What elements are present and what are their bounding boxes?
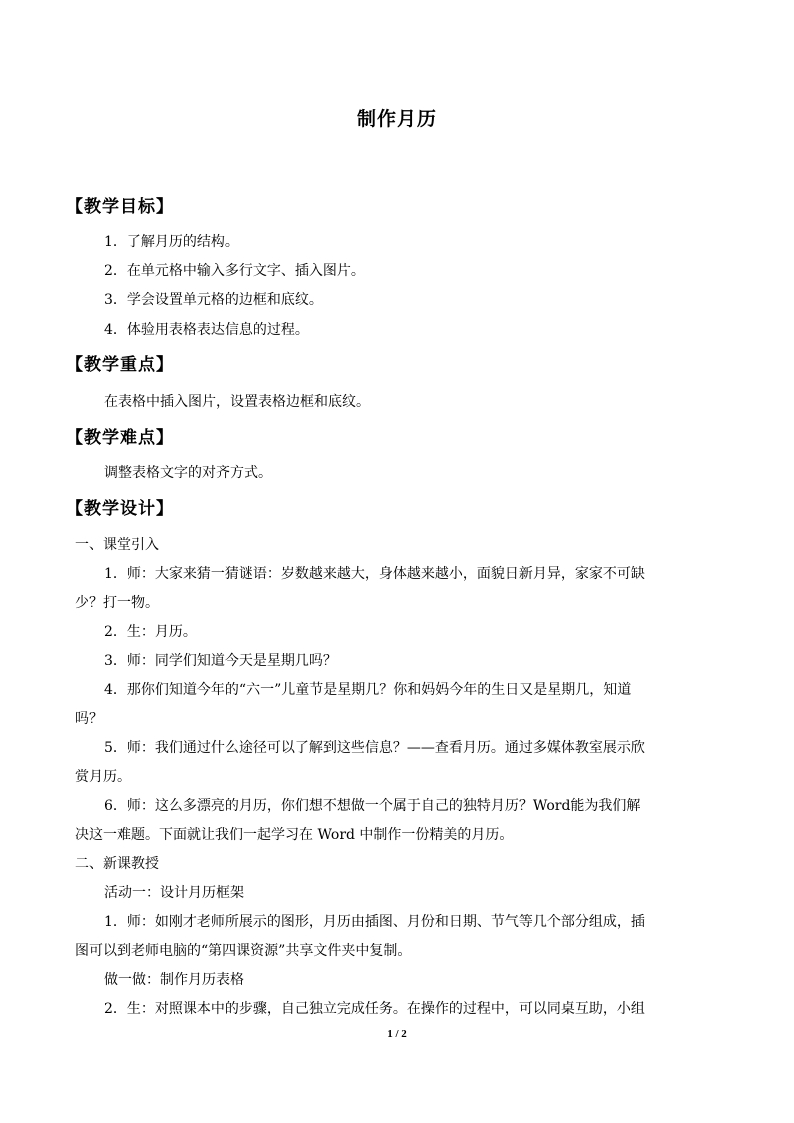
goal-item-1: 1．了解月历的结构。 <box>104 234 239 250</box>
page-number: 1 / 2 <box>387 1028 407 1040</box>
activity1-title: 活动一：设计月历框架 <box>104 885 244 901</box>
intro-item-6-line2: 决这一难题。下面就让我们一起学习在 Word 中制作一份精美的月历。 <box>75 827 514 843</box>
activity1-item-1-line1: 1．师：如刚才老师所展示的图形，月历由插图、月份和日期、节气等几个部分组成，插 <box>104 914 645 930</box>
intro-item-5-line2: 赏月历。 <box>75 769 131 785</box>
goal-item-4: 4．体验用表格表达信息的过程。 <box>104 322 309 338</box>
key-points-text: 在表格中插入图片，设置表格边框和底纹。 <box>104 394 370 410</box>
intro-item-1-line1: 1．师：大家来猜一猜谜语：岁数越来越大，身体越来越小，面貌日新月异，家家不可缺 <box>104 566 645 582</box>
do-it-title: 做一做：制作月历表格 <box>104 972 244 988</box>
heading-teaching-design: 【教学设计】 <box>66 499 174 519</box>
intro-item-1-line2: 少？打一物。 <box>75 595 159 611</box>
intro-item-4-line2: 吗？ <box>75 711 103 727</box>
activity1-item-2-line1: 2．生：对照课本中的步骤，自己独立完成任务。在操作的过程中，可以同桌互助，小组 <box>104 1001 645 1017</box>
intro-item-6-line1: 6．师：这么多漂亮的月历，你们想不想做一个属于自己的独特月历？Word能为我们解 <box>104 798 641 814</box>
intro-item-5-line1: 5．师：我们通过什么途径可以了解到这些信息？——查看月历。通过多媒体教室展示欣 <box>104 740 645 756</box>
intro-item-4-line1: 4．那你们知道今年的“六一”儿童节是星期几？你和妈妈今年的生日又是星期几，知道 <box>104 682 632 698</box>
intro-item-3: 3．师：同学们知道今天是星期几吗？ <box>104 653 337 669</box>
activity1-item-1-line2: 图可以到老师电脑的“第四课资源”共享文件夹中复制。 <box>75 943 412 959</box>
goal-item-3: 3．学会设置单元格的边框和底纹。 <box>104 292 323 308</box>
intro-item-2: 2．生：月历。 <box>104 624 197 640</box>
heading-difficulties: 【教学难点】 <box>66 428 174 448</box>
heading-key-points: 【教学重点】 <box>66 355 174 375</box>
goal-item-2: 2．在单元格中输入多行文字、插入图片。 <box>104 263 365 279</box>
part2-title: 二、新课教授 <box>75 856 159 872</box>
document-title: 制作月历 <box>356 108 437 130</box>
part1-title: 一、课堂引入 <box>75 537 159 553</box>
heading-teaching-goals: 【教学目标】 <box>66 197 174 217</box>
difficulties-text: 调整表格文字的对齐方式。 <box>104 465 272 481</box>
